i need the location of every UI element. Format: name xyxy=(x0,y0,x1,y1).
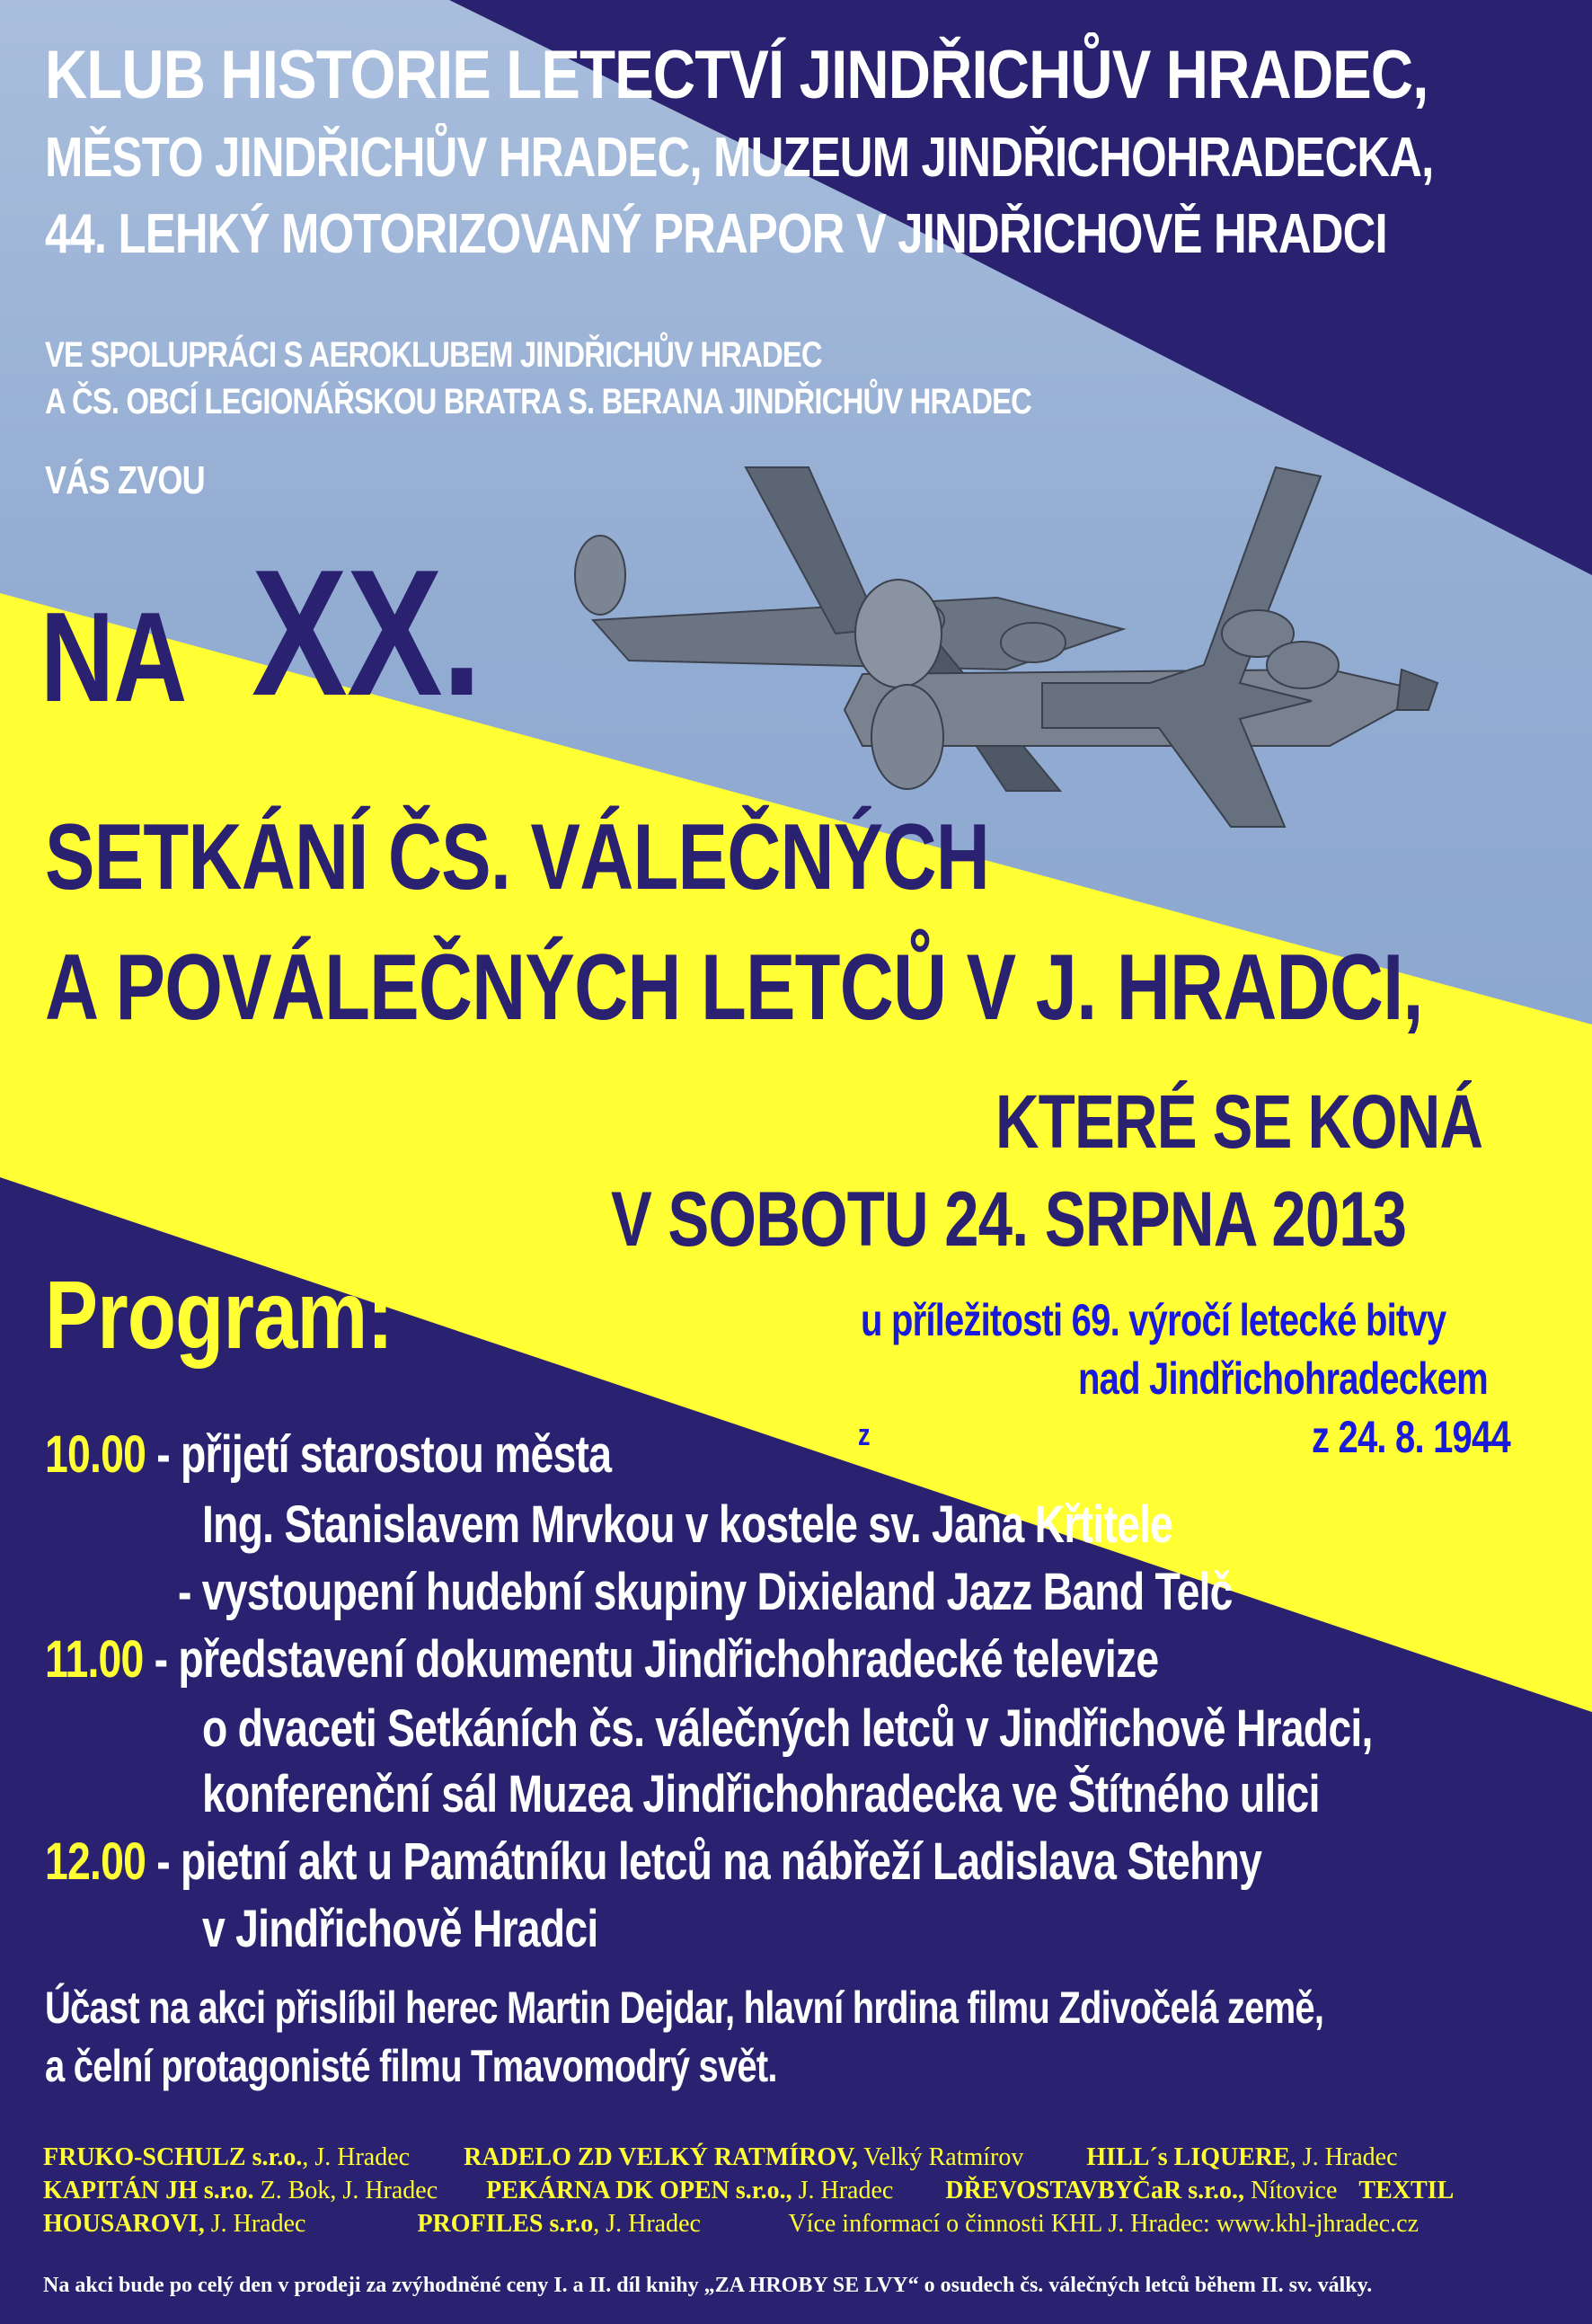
event-number: XX. xyxy=(252,533,482,733)
website-info: Více informací o činnosti KHL J. Hradec: www.khl-jhradec.cz xyxy=(788,2210,1420,2238)
sponsor-place: Z. Bok, J. Hradec xyxy=(253,2177,438,2204)
organizer-line-3: 44. LEHKÝ MOTORIZOVANÝ PRAPOR V JINDŘICHOVĚ HRADCI xyxy=(45,203,1387,265)
sponsor-name: HILL´s LIQUERE xyxy=(1086,2143,1290,2171)
sponsor-place: , J. Hradec xyxy=(1289,2143,1398,2171)
event-held-text: KTERÉ SE KONÁ xyxy=(995,1079,1483,1164)
program-item-2-line-2: o dvaceti Setkáních čs. válečných letců v Jindřichově Hradci, xyxy=(202,1699,1373,1758)
program-item-1-line-2: Ing. Stanislavem Mrvkou v kostele sv. Jana Křtitele xyxy=(202,1495,1173,1554)
participation-note-line-1: Účast na akci přislíbil herec Martin Dejdar, hlavní hrdina filmu Zdivočelá země, xyxy=(45,1982,1324,2033)
sponsor-name: KAPITÁN JH s.r.o. xyxy=(43,2177,254,2204)
sponsor-place: J. Hradec xyxy=(204,2210,306,2238)
sponsor-name: RADELO ZD VELKÝ RATMÍROV, xyxy=(464,2143,858,2171)
sponsor-name: DŘEVOSTAVBYČaR s.r.o., xyxy=(945,2177,1244,2204)
occasion-line-1: u příležitosti 69. výročí letecké bitvy xyxy=(861,1295,1446,1345)
event-date: V SOBOTU 24. SRPNA 2013 xyxy=(611,1176,1407,1263)
program-item-2-line-3: konferenční sál Muzea Jindřichohradecka ve Štítného ulici xyxy=(202,1765,1320,1823)
program-item-1-line-3: - vystoupení hudební skupiny Dixieland Jazz Band Telč xyxy=(178,1563,1233,1621)
organizer-line-1: KLUB HISTORIE LETECTVÍ JINDŘICHŮV HRADEC, xyxy=(45,37,1428,113)
cooperation-line-2: A ČS. OBCÍ LEGIONÁŘSKOU BRATRA S. BERANA JINDŘICHŮV HRADEC xyxy=(45,382,1032,421)
sponsor-place: Velký Ratmírov xyxy=(857,2143,1024,2171)
sponsor-name: FRUKO-SCHULZ s.r.o. xyxy=(43,2143,303,2171)
sponsor-place: Nítovice xyxy=(1244,2177,1338,2204)
program-item-3-line-2: v Jindřichově Hradci xyxy=(202,1900,598,1958)
sponsor-row-1 xyxy=(43,2143,1398,2172)
sponsor-place: , J. Hradec xyxy=(302,2143,411,2171)
sponsor-name: PEKÁRNA DK OPEN s.r.o., xyxy=(486,2177,792,2204)
sponsor-row-2 xyxy=(43,2177,1454,2205)
program-item-text: - pietní akt u Památníku letců na nábřeží Ladislava Stehny xyxy=(146,1832,1262,1891)
sponsor-place: , J. Hradec xyxy=(593,2210,701,2238)
sponsor-place: J. Hradec xyxy=(792,2177,894,2204)
program-item-2 xyxy=(45,1629,1158,1690)
program-time: 11.00 xyxy=(45,1630,144,1689)
participation-note-line-2: a čelní protagonisté filmu Tmavomodrý svět. xyxy=(45,2041,777,2091)
event-title-line-2: A POVÁLEČNÝCH LETCŮ V J. HRADCI, xyxy=(45,936,1423,1040)
program-time: 10.00 xyxy=(45,1425,146,1484)
sponsor-name: TEXTIL xyxy=(1358,2177,1455,2204)
cooperation-line-1: VE SPOLUPRÁCI S AEROKLUBEM JINDŘICHŮV HRADEC xyxy=(45,335,822,375)
program-time: 12.00 xyxy=(45,1832,146,1891)
program-item-text: - přijetí starostou města xyxy=(146,1425,612,1484)
occasion-line-3: z 24. 8. 1944 xyxy=(1312,1412,1510,1462)
invitation-text: VÁS ZVOU xyxy=(45,458,205,502)
book-sale-footer: Na akci bude po celý den v prodeji za zvýhodněné ceny I. a II. díl knihy „ZA HROBY SE LVY“ o osudech čs. válečných letců během II. sv. války. xyxy=(43,2274,1373,2297)
program-item-3 xyxy=(45,1832,1261,1892)
event-prefix: NA xyxy=(40,586,187,729)
occasion-line-2: nad Jindřichohradeckem xyxy=(1078,1353,1488,1404)
program-item-1 xyxy=(45,1424,611,1485)
organizer-line-2: MĚSTO JINDŘICHŮV HRADEC, MUZEUM JINDŘICHOHRADECKA, xyxy=(45,127,1434,189)
program-item-text: - představení dokumentu Jindřichohradecké televize xyxy=(143,1630,1159,1689)
sponsor-row-3 xyxy=(43,2210,1419,2239)
stray-letter: z xyxy=(858,1418,870,1452)
event-title-line-1: SETKÁNÍ ČS. VÁLEČNÝCH xyxy=(45,805,990,909)
program-heading: Program: xyxy=(45,1260,394,1369)
sponsor-name: HOUSAROVI, xyxy=(43,2210,205,2238)
sponsor-name: PROFILES s.r.o xyxy=(417,2210,594,2238)
